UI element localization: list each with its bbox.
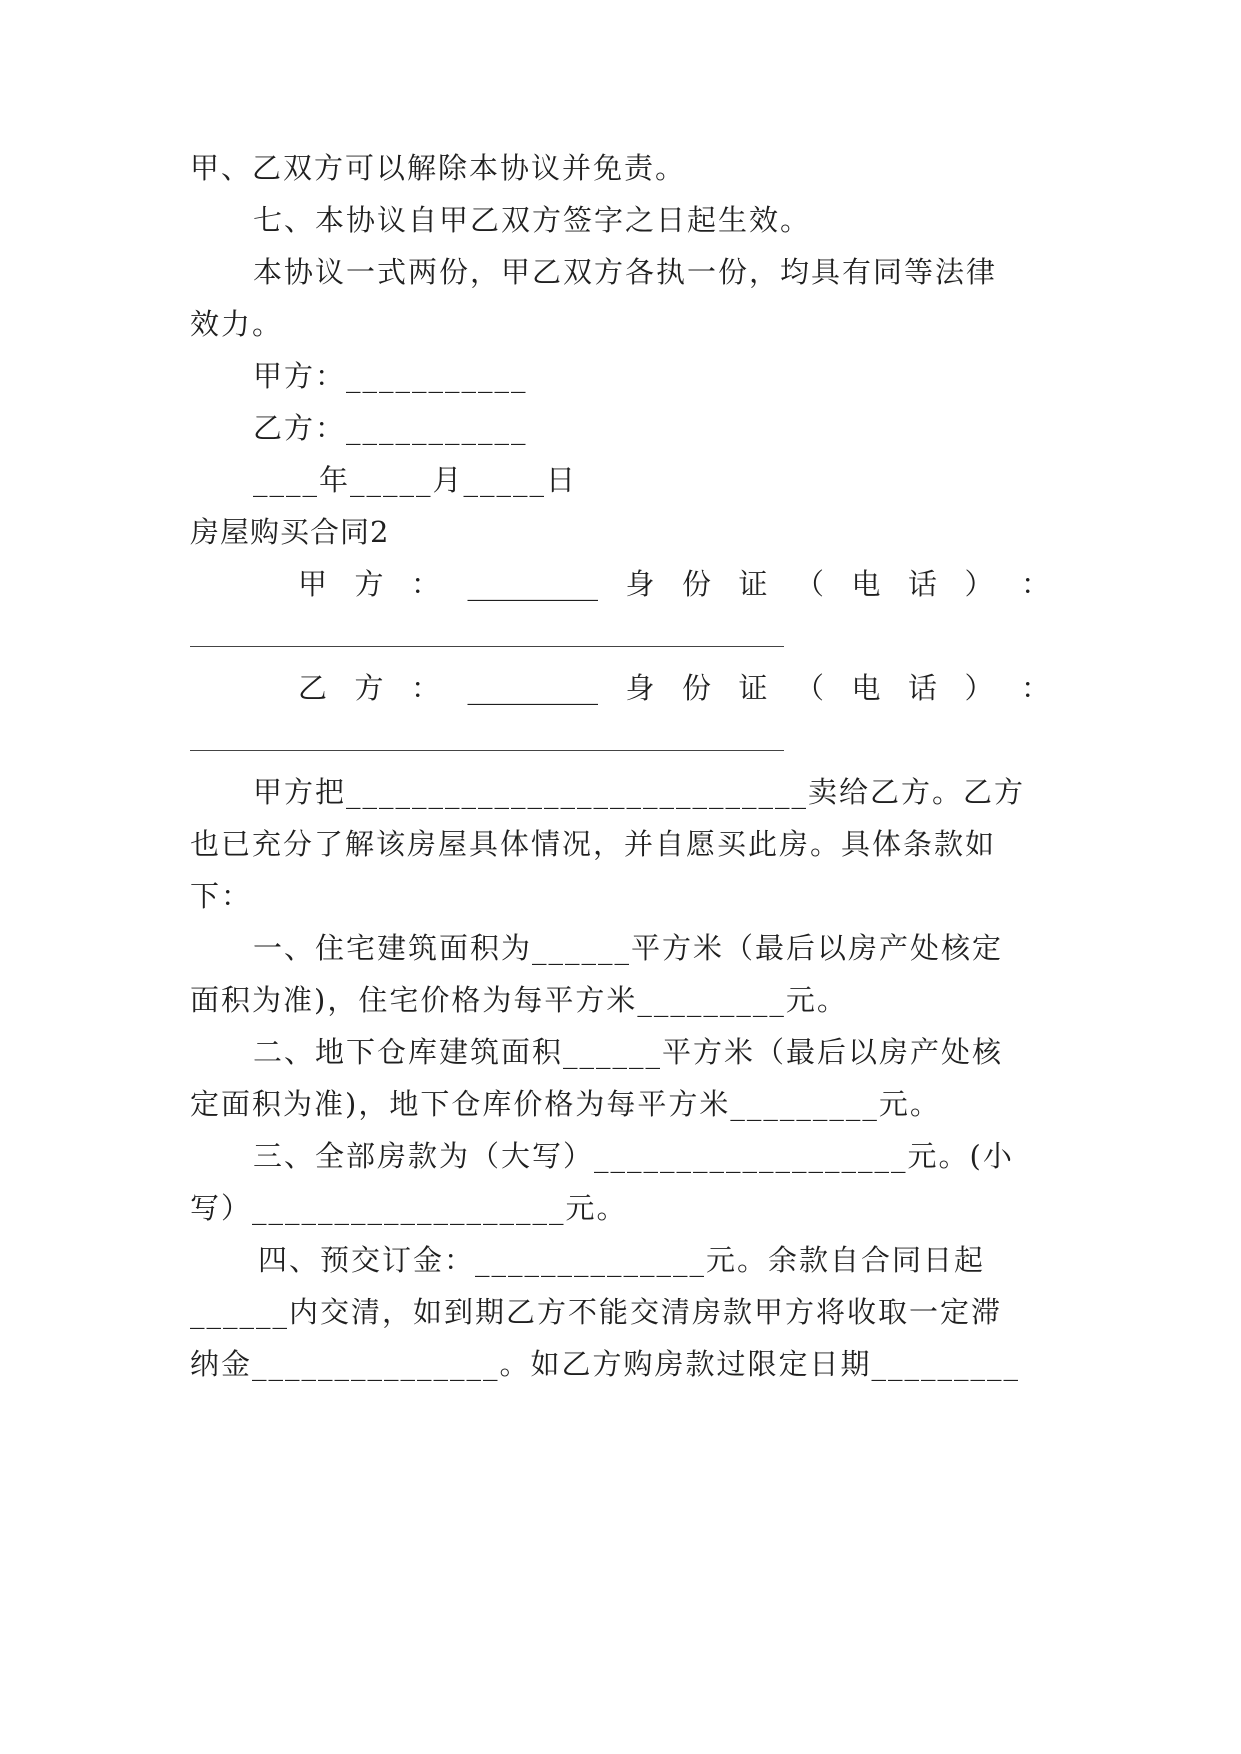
clause-three-line1: 三、全部房款为（大写）___________________元。(小 [253, 1139, 1014, 1173]
party-b-char: 证 [738, 671, 768, 705]
party-a-line [298, 564, 1050, 604]
sale-statement-line1: 甲方把____________________________卖给乙方。乙方 [253, 775, 1026, 809]
clause-six-tail: 甲、乙双方可以解除本协议并免责。 [190, 151, 687, 185]
party-a-fill-line [190, 646, 784, 647]
party-a-char: 甲 [298, 567, 328, 601]
clause-three-line2: 写）___________________元。 [190, 1191, 628, 1225]
party-a-char: 电 [851, 567, 881, 601]
signature-date: ____年_____月_____日 [253, 463, 578, 497]
party-b-char: ： [411, 671, 441, 705]
copies-clause-line1: 本协议一式两份，甲乙双方各执一份，均具有同等法律 [253, 255, 998, 289]
sale-statement-line2: 也已充分了解该房屋具体情况，并自愿买此房。具体条款如 [190, 827, 997, 861]
party-b-line [298, 668, 1050, 708]
party-a-blank: _________ [467, 567, 598, 601]
party-a-char: ： [1020, 567, 1050, 601]
clause-four-line3: 纳金_______________。如乙方购房款过限定日期_________ [190, 1347, 1021, 1381]
signature-party-a: 甲方：___________ [253, 359, 528, 393]
party-b-char: 乙 [298, 671, 328, 705]
party-b-char: （ [794, 671, 824, 705]
party-b-char: 方 [354, 671, 384, 705]
party-b-char: 电 [851, 671, 881, 705]
clause-one-line2: 面积为准)，住宅价格为每平方米_________元。 [190, 983, 848, 1017]
party-a-char: 方 [354, 567, 384, 601]
party-b-blank: _________ [467, 671, 598, 705]
contract-title: 房屋购买合同2 [190, 515, 390, 549]
party-b-char: ： [1020, 671, 1050, 705]
clause-four-line1: 四、预交订金：______________元。余款自合同日起 [258, 1243, 986, 1277]
party-b-char: 身 [625, 671, 655, 705]
party-a-char: （ [794, 567, 824, 601]
party-a-char: 身 [625, 567, 655, 601]
party-a-char: 证 [738, 567, 768, 601]
clause-two-line1: 二、地下仓库建筑面积______平方米（最后以房产处核 [253, 1035, 1004, 1069]
clause-seven: 七、本协议自甲乙双方签字之日起生效。 [253, 203, 812, 237]
sale-statement-line3: 下： [190, 879, 253, 913]
party-a-char: 份 [681, 567, 711, 601]
party-b-fill-line [190, 750, 784, 751]
party-a-char: ） [964, 567, 994, 601]
copies-clause-line2: 效力。 [190, 307, 284, 341]
party-a-char: 话 [907, 567, 937, 601]
party-a-char: ： [411, 567, 441, 601]
signature-party-b: 乙方：___________ [253, 411, 528, 445]
party-b-char: ） [964, 671, 994, 705]
party-b-char: 话 [907, 671, 937, 705]
party-b-char: 份 [681, 671, 711, 705]
clause-four-line2: ______内交清，如到期乙方不能交清房款甲方将收取一定滞 [190, 1295, 1003, 1329]
clause-one-line1: 一、住宅建筑面积为______平方米（最后以房产处核定 [253, 931, 1004, 965]
clause-two-line2: 定面积为准)，地下仓库价格为每平方米_________元。 [190, 1087, 941, 1121]
